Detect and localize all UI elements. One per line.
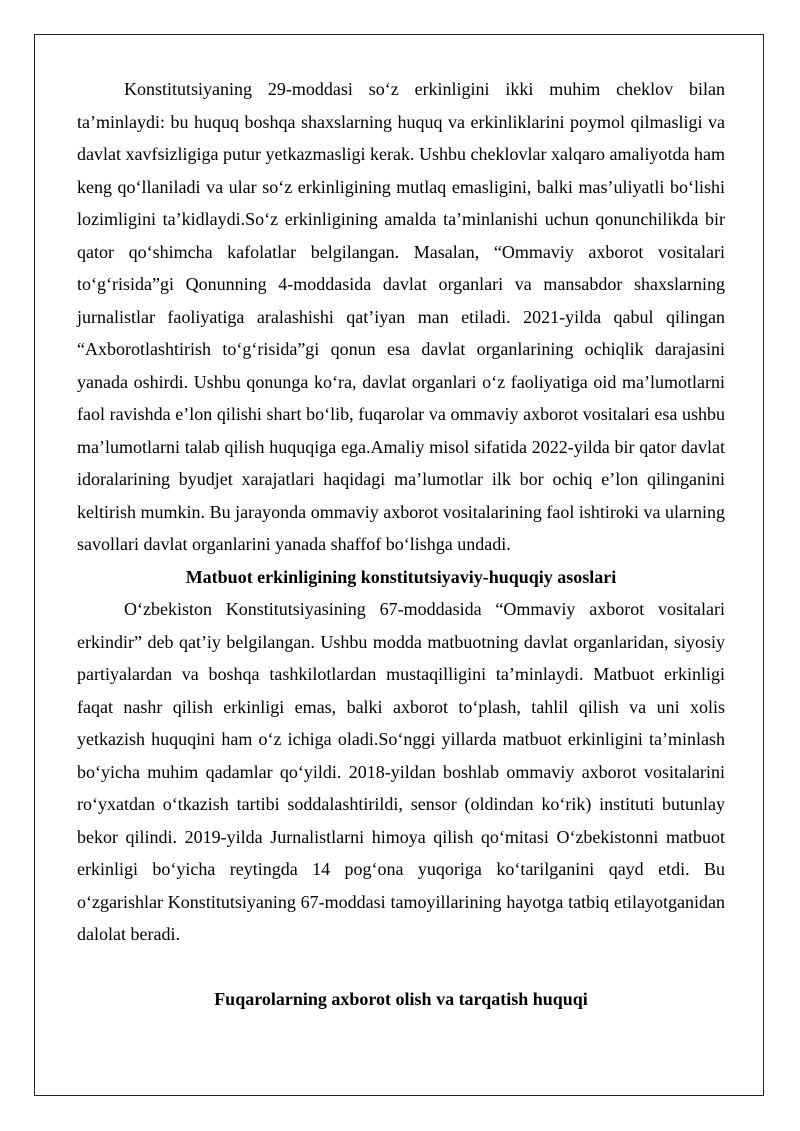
paragraph-2: O‘zbekiston Konstitutsiyasining 67-moddasida “Ommaviy axborot vositalari erkindir” deb qat’iy belgilangan. Ushbu modda matbuotning davlat organlaridan, siyosiy partiyalardan va boshqa tashkilotlardan mustaqilligini ta’minlaydi. Matbuot erkinligi faqat nashr qilish erkinligi emas, balki axborot to‘plash, tahlil qilish va uni xolis yetkazish huquqini ham o‘z ichiga oladi.So‘nggi yillarda matbuot erkinligini ta’minlash bo‘yicha muhim qadamlar qo‘yildi. 2018-yildan boshlab ommaviy axborot vositalarini ro‘yxatdan o‘tkazish tartibi soddalashtirildi, sensor (oldindan ko‘rik) instituti butunlay bekor qilindi. 2019-yilda Jurnalistlarni himoya qilish qo‘mitasi O‘zbekistonni matbuot erkinligi bo‘yicha reytingda 14 pog‘ona yuqoriga ko‘tarilganini qayd etdi. Bu o‘zgarishlar Konstitutsiyaning 67-moddasi tamoyillarining hayotga tatbiq etilayotganidan dalolat beradi.: [77, 599, 725, 944]
blank-line: [77, 951, 725, 984]
paragraph-1: Konstitutsiyaning 29-moddasi so‘z erkinligini ikki muhim cheklov bilan ta’minlaydi: bu huquq boshqa shaxslarning huquq va erkinliklarini poymol qilmasligi va davlat xavfsizligiga putur yetkazmasligi kerak. Ushbu cheklovlar xalqaro amaliyotda ham keng qo‘llaniladi va ular so‘z erkinligining mutlaq emasligini, balki mas’uliyatli bo‘lishi lozimligini ta’kidlaydi.So‘z erkinligining amalda ta’minlanishi uchun qonunchilikda bir qator qo‘shimcha kafolatlar belgilangan. Masalan, “Ommaviy axborot vositalari to‘g‘risida”gi Qonunning 4-moddasida davlat organlari va mansabdor shaxslarning jurnalistlar faoliyatiga aralashishi qat’iyan man etiladi. 2021-yilda qabul qilingan “Axborotlashtirish to‘g‘risida”gi qonun esa davlat organlarining ochiqlik darajasini yanada oshirdi. Ushbu qonunga ko‘ra, davlat organlari o‘z faoliyatiga oid ma’lumotlarni faol ravishda e’lon qilishi shart bo‘lib, fuqarolar va ommaviy axborot vositalari esa ushbu ma’lumotlarni talab qilish huquqiga ega.Amaliy misol sifatida 2022-yilda bir qator davlat idoralarining byudjet xarajatlari haqidagi ma’lumotlar ilk bor ochiq e’lon qilinganini keltirish mumkin. Bu jarayonda ommaviy axborot vositalarining faol ishtiroki va ularning savollari davlat organlarini yanada shaffof bo‘lishga undadi.: [77, 79, 725, 554]
section-heading-information-rights: Fuqarolarning axborot olish va tarqatish huquqi: [214, 989, 588, 1009]
document-body: [77, 73, 725, 1016]
section-heading-press-freedom: Matbuot erkinligining konstitutsiyaviy-huquqiy asoslari: [185, 566, 617, 587]
